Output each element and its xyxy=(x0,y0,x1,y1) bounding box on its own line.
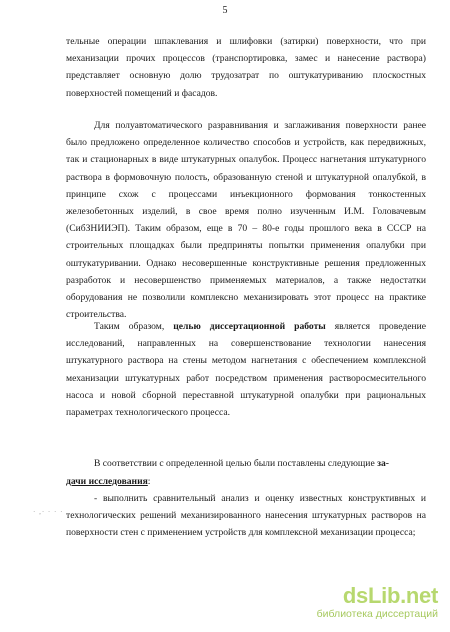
margin-scan-mark: · ,· · · · xyxy=(33,508,64,516)
paragraph-research-goal xyxy=(66,318,426,421)
tasks-intro-text: В соответствии с определенной целью были поставлены следующие xyxy=(94,458,378,469)
tasks-emphasis-part2: дачи исследования xyxy=(66,476,148,487)
goal-intro: Таким образом, xyxy=(94,321,174,332)
tasks-emphasis-part1: за- xyxy=(377,458,389,469)
page-number: 5 xyxy=(222,5,228,16)
paragraph-tasks-intro xyxy=(66,455,426,472)
watermark-logo: dsLib.net xyxy=(342,583,438,608)
tasks-colon: : xyxy=(147,476,151,487)
paragraph-continuation: тельные операции шпаклевания и шлифовки (затирки) поверхности, что при механизации прочих процессов (транспортировка, замес и нанесение раствора) представляет основную долю трудозатрат по оштукатуриванию плоскостных поверхностей помещений и фасадов. xyxy=(66,36,426,99)
watermark-subtitle: библиотека диссертаций xyxy=(316,608,438,620)
goal-emphasis: целью диссертационной работы xyxy=(173,321,326,332)
paragraph-tasks-heading xyxy=(66,473,426,490)
goal-body: является проведение исследований, направленных на совершенствование технологии нанесения штукатурного раствора на стены методом нагнетания с обеспечением комплексной механизации штукатурных работ посредством применения растворосмесительного насоса и новой сборной переставной штукатурной опалубки при рациональных параметрах технологического процесса. xyxy=(66,321,426,419)
watermark xyxy=(288,584,438,624)
paragraph-plastering-methods: Для полуавтоматического разравнивания и заглаживания поверхности ранее было предложено определенное количество способов и устройств, как передвижных, так и стационарных в виде штукатурных опалубок. Процесс нагнетания штукатурного раствора в формовочную полость, образованную стеной и штукатурной опалубкой, в принципе схож с процессами инъекционного формования тонкостенных железобетонных изделий, в свое время полно изученным И.М. Головачевым (СибЗНИИЭП). Таким образом, еще в 70 – 80-е годы прошлого века в СССР на строительных площадках были предприняты попытки применения опалубки при оштукатуривании. Однако несовершенные конструктивные решения предложенных разработок и несовершенство применяемых материалов, а также недостатки оборудования не позволили комплексно механизировать этот процесс на практике строительства. xyxy=(66,120,426,321)
task-item-1: - выполнить сравнительный анализ и оценку известных конструктивных и технологических решений механизированного нанесения штукатурных растворов на поверхности стен с применением устройств для комплексной механизации процесса; xyxy=(66,493,426,539)
